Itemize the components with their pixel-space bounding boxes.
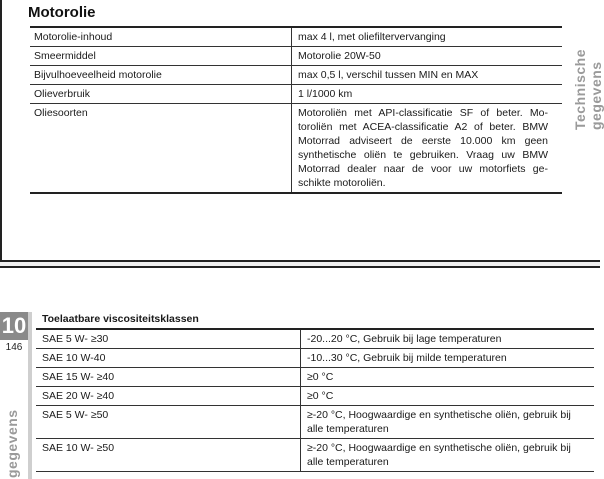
chapter-number-badge: 10 bbox=[1, 313, 27, 338]
temperature-range: ≥-20 °C, Hoogwaardige en synthetische oliën, gebruik bij alle temperaturen bbox=[307, 442, 571, 468]
spec-label: Smeermiddel bbox=[30, 47, 292, 65]
spec-label: Olieverbruik bbox=[30, 85, 292, 103]
spec-label: Oliesoorten bbox=[30, 104, 292, 192]
table-row bbox=[30, 85, 562, 104]
oil-spec-table bbox=[30, 26, 562, 194]
table-row bbox=[30, 47, 562, 66]
margin-bar bbox=[28, 312, 32, 479]
viscosity-grade: SAE 5 W- ≥50 bbox=[36, 406, 301, 438]
viscosity-grade: SAE 10 W- ≥50 bbox=[36, 439, 301, 471]
table-row bbox=[30, 66, 562, 85]
table-row bbox=[36, 439, 594, 472]
temperature-range: -10...30 °C, Gebruik bij milde temperaturen bbox=[307, 352, 507, 364]
viscosity-table bbox=[36, 310, 594, 472]
temperature-range: ≥-20 °C, Hoogwaardige en synthetische oliën, gebruik bij alle temperaturen bbox=[307, 409, 571, 435]
viscosity-grade: SAE 10 W-40 bbox=[36, 349, 301, 367]
temperature-range: ≥0 °C bbox=[307, 371, 334, 383]
table-row bbox=[36, 387, 594, 406]
table-row bbox=[30, 28, 562, 47]
spec-value: 1 l/1000 km bbox=[298, 88, 353, 100]
table-row bbox=[36, 349, 594, 368]
side-tab-label: Technische gegevens bbox=[572, 49, 604, 130]
viscosity-grade: SAE 15 W- ≥40 bbox=[36, 368, 301, 386]
spec-label: Motorolie-inhoud bbox=[30, 28, 292, 46]
table-title: Toelaatbare viscositeitsklassen bbox=[36, 310, 594, 330]
viscosity-grade: SAE 5 W- ≥30 bbox=[36, 330, 301, 348]
temperature-range: ≥0 °C bbox=[307, 390, 334, 402]
table-row bbox=[36, 368, 594, 387]
spec-value: Motorolie 20W-50 bbox=[298, 50, 381, 62]
table-row bbox=[30, 104, 562, 194]
chapter-side-tab bbox=[4, 388, 24, 478]
viscosity-grade: SAE 20 W- ≥40 bbox=[36, 387, 301, 405]
spec-value: max 0,5 l, verschil tussen MIN en MAX bbox=[298, 69, 479, 81]
spec-value: Motoroliën met API-classificatie SF of beter. Mo-toroliën met ACEA-classificatie A2 of beter. BMW Motorrad adviseert de eerste 10.000 km geen synthetische oliën te gebruiken. Vraag uw BMW Motorrad dealer naar de voor uw motorfiets ge-schikte motoroliën. bbox=[298, 107, 548, 189]
chapter-side-tab bbox=[566, 0, 602, 130]
table-row bbox=[36, 330, 594, 349]
spec-value: max 4 l, met oliefiltervervanging bbox=[298, 31, 446, 43]
section-title: Motorolie bbox=[28, 4, 96, 21]
temperature-range: -20...20 °C, Gebruik bij lage temperaturen bbox=[307, 333, 502, 345]
bottom-page bbox=[0, 266, 600, 477]
page-number: 146 bbox=[5, 342, 23, 353]
table-row bbox=[36, 406, 594, 439]
spec-label: Bijvulhoeveelheid motorolie bbox=[30, 66, 292, 84]
side-tab-label: gegevens bbox=[4, 409, 20, 478]
